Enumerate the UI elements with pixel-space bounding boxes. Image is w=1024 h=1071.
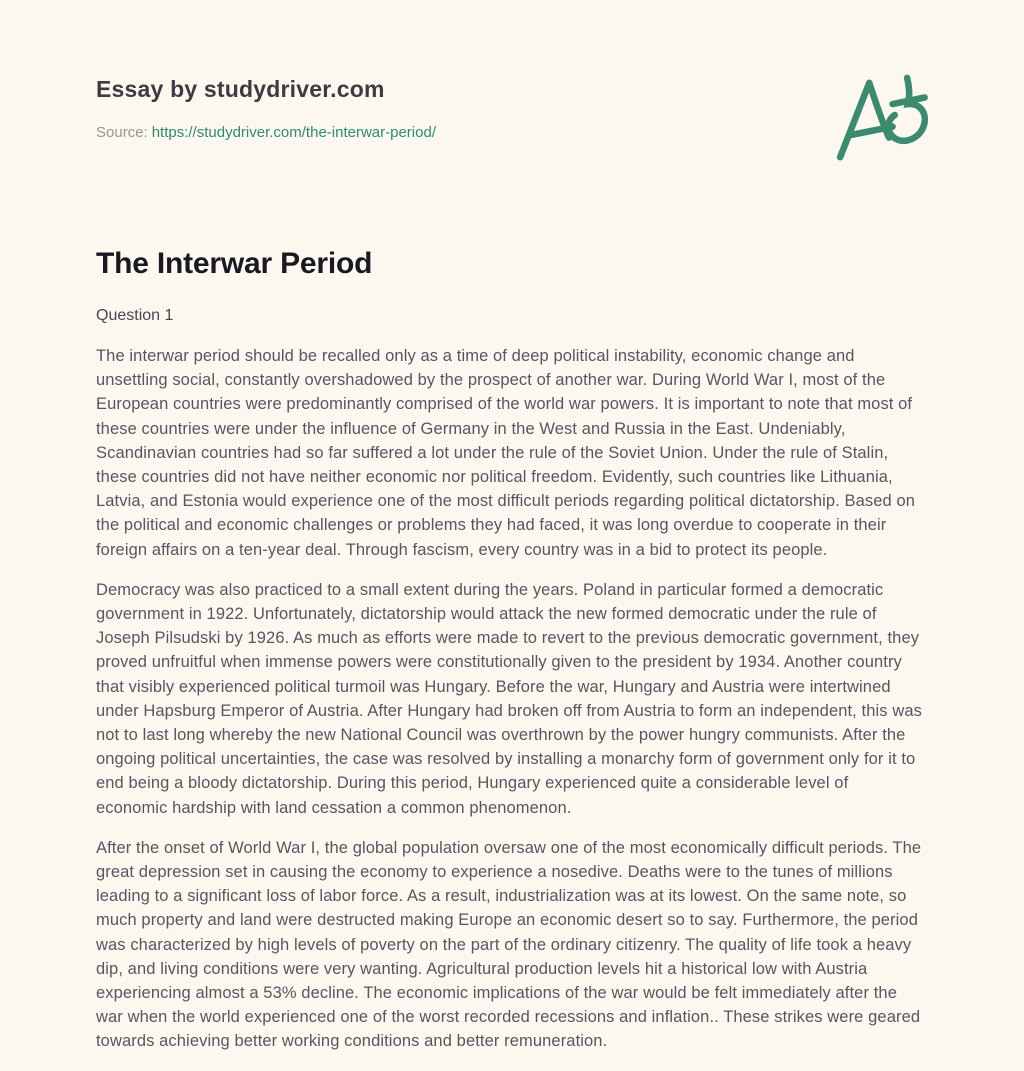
section-label: Question 1 xyxy=(96,307,174,324)
essay-body xyxy=(96,344,924,1054)
site-title: Essay by studydriver.com xyxy=(96,76,385,102)
essay-paragraph-2: Democracy was also practiced to a small extent during the years. Poland in particular formed a democratic government in 1922. Unfortunately, dictatorship would attack the new formed democratic under the rule of Joseph Pilsudski by 1926. As much as efforts were made to revert to the previous democratic government, they proved unfruitful when immense powers were constitutionally given to the president by 1934. Another country that visibly experienced political turmoil was Hungary. Before the war, Hungary and Austria were intertwined under Hapsburg Emperor of Austria. After Hungary had broken off from Austria to form an independent, this was not to last long whereby the new National Council was overthrown by the power hungry communists. After the ongoing political uncertainties, the case was resolved by installing a monarchy form of government only for it to end being a bloody dictatorship. During this period, Hungary experienced quite a considerable level of economic hardship with land cessation a common phenomenon. xyxy=(96,580,922,817)
essay-paragraph-1: The interwar period should be recalled only as a time of deep political instability, economic change and unsettling social, constantly overshadowed by the prospect of another war. During World War I, most of the European countries were predominantly comprised of the world war powers. It is important to note that most of these countries were under the influence of Germany in the West and Russia in the East. Undeniably, Scandinavian countries had so far suffered a lot under the rule of the Soviet Union. Under the rule of Stalin, these countries did not have neither economic nor political freedom. Evidently, such countries like Lithuania, Latvia, and Estonia would experience one of the most difficult periods regarding political dictatorship. Based on the political and economic challenges or problems they had faced, it was long overdue to cooperate in their foreign affairs on a ten-year deal. Through fascism, every country was in a bid to protect its people. xyxy=(96,347,916,559)
a-plus-logo-icon xyxy=(824,64,932,166)
source-line xyxy=(96,124,924,141)
source-label: Source: xyxy=(96,124,148,141)
page-header xyxy=(96,76,924,141)
source-link[interactable]: https://studydriver.com/the-interwar-period/ xyxy=(151,124,436,141)
essay-title: The Interwar Period xyxy=(96,247,373,280)
essay-paragraph-3: After the onset of World War I, the global population oversaw one of the most economically difficult periods. The great depression set in causing the economy to experience a nosedive. Deaths were to the tunes of millions leading to a significant loss of labor force. As a result, industrialization was at its lowest. On the same note, so much property and land were destructed making Europe an economic desert so to say. Furthermore, the period was characterized by high levels of poverty on the part of the ordinary citizenry. The quality of life took a heavy dip, and living conditions were very wanting. Agricultural production levels hit a historical low with Austria experiencing almost a 53% decline. The economic implications of the war would be felt immediately after the war when the world experienced one of the worst recorded recessions and inflation.. These strikes were geared towards achieving better working conditions and better remuneration. xyxy=(96,838,922,1051)
